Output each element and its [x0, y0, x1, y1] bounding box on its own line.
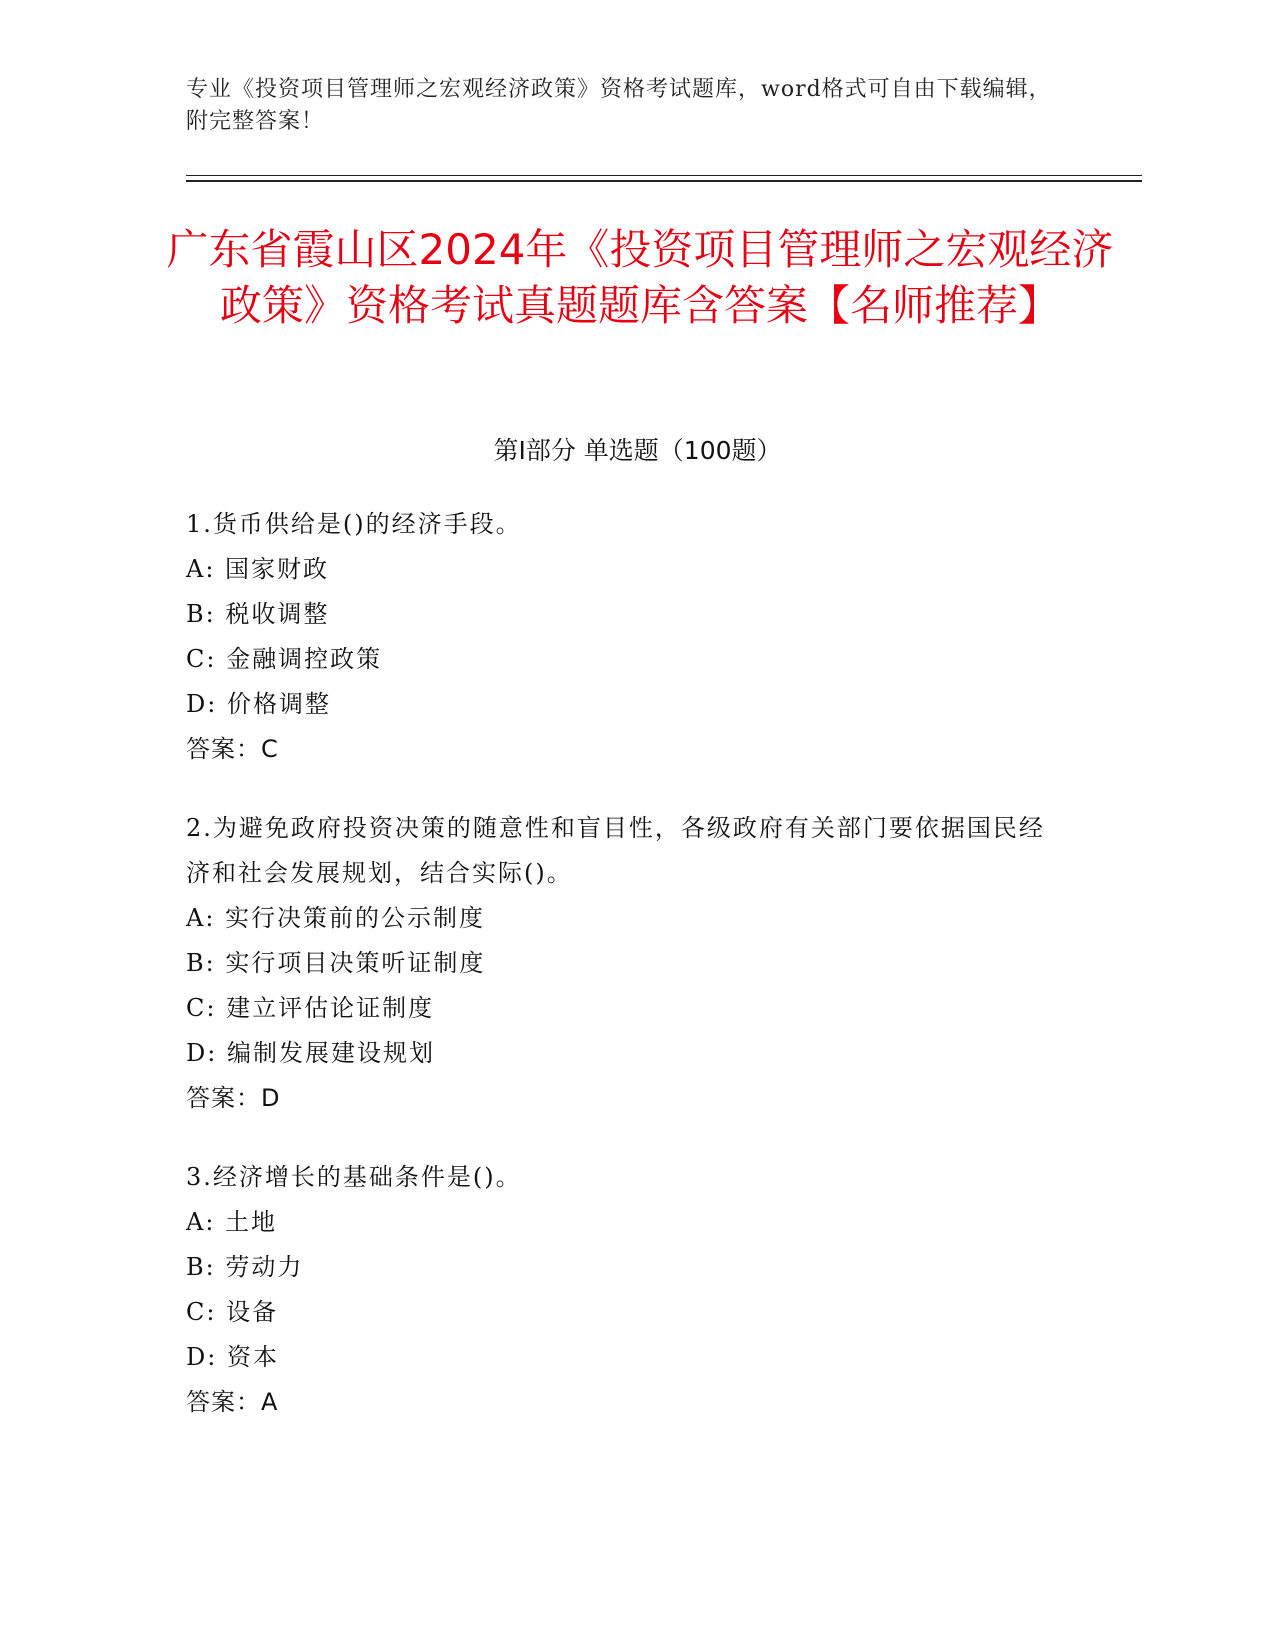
section-heading: 第I部分 单选题（100题） — [493, 436, 782, 465]
option-d: D: 价格调整 — [186, 690, 331, 718]
option-c: C: 建立评估论证制度 — [186, 994, 435, 1022]
answer-line: 答案：D — [186, 1084, 281, 1112]
option-b: B: 实行项目决策听证制度 — [186, 949, 486, 977]
question-2 — [186, 806, 1066, 1121]
header-note: 专业《投资项目管理师之宏观经济政策》资格考试题库，word格式可自由下载编辑，附完整答案！ — [186, 77, 1052, 134]
question-stem: 3.经济增长的基础条件是()。 — [186, 1163, 522, 1191]
option-c: C: 金融调控政策 — [186, 645, 383, 673]
option-a: A: 土地 — [186, 1208, 278, 1236]
question-3 — [186, 1155, 1066, 1425]
question-stem: 1.货币供给是()的经济手段。 — [186, 510, 522, 538]
option-b: B: 劳动力 — [186, 1253, 304, 1281]
document-title: 广东省霞山区2024年《投资项目管理师之宏观经济政策》资格考试真题题库含答案【名师推荐】 — [166, 225, 1114, 330]
question-stem: 2.为避免政府投资决策的随意性和盲目性，各级政府有关部门要依据国民经济和社会发展规划，结合实际()。 — [186, 814, 1045, 887]
header-divider-thin — [186, 175, 1142, 176]
option-c: C: 设备 — [186, 1298, 279, 1326]
option-a: A: 实行决策前的公示制度 — [186, 904, 486, 932]
question-1 — [186, 502, 1066, 772]
option-d: D: 编制发展建设规划 — [186, 1039, 435, 1067]
option-a: A: 国家财政 — [186, 555, 330, 583]
answer-line: 答案：A — [186, 1388, 279, 1416]
option-b: B: 税收调整 — [186, 600, 330, 628]
header-divider-thick — [186, 180, 1142, 182]
option-d: D: 资本 — [186, 1343, 279, 1371]
answer-line: 答案：C — [186, 735, 279, 763]
